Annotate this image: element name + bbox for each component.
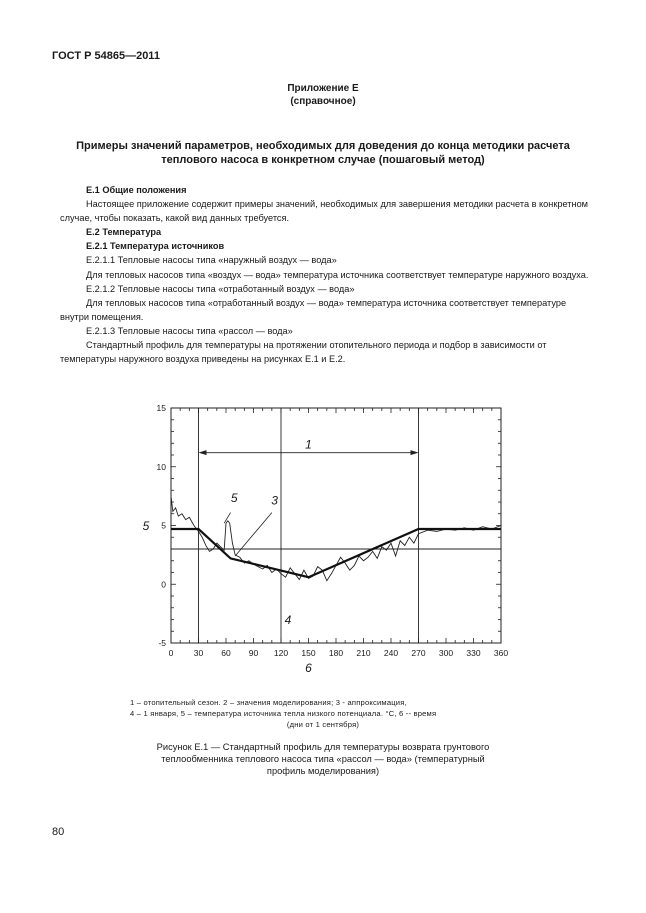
x-tick-label: 150 bbox=[301, 648, 316, 658]
x-tick-label: 30 bbox=[193, 648, 204, 658]
x-tick-label: 120 bbox=[273, 648, 289, 658]
x-tick-label: 90 bbox=[248, 648, 259, 658]
section-e212-heading: Е.2.1.2 Тепловые насосы типа «отработанный воздух — вода» bbox=[86, 283, 355, 294]
y-axis-title: 5 bbox=[142, 519, 150, 534]
plot-frame bbox=[171, 408, 501, 643]
figure-caption-line3: профиль моделирования) bbox=[266, 766, 380, 776]
label-approximation: 3 bbox=[271, 493, 278, 508]
page-title-line1: Примеры значений параметров, необходимых для доведения до конца методики расчета bbox=[76, 140, 570, 152]
series-modeled-line bbox=[171, 496, 501, 581]
x-tick-label: 330 bbox=[466, 648, 481, 658]
series-approximation-line bbox=[171, 529, 501, 577]
section-e2-heading: Е.2 Температура bbox=[86, 227, 162, 238]
x-tick-label: 270 bbox=[411, 648, 426, 658]
figure-legend-line3: (дни от 1 сентября) bbox=[286, 720, 360, 729]
x-tick-label: 210 bbox=[356, 648, 371, 658]
page-title-line2: теплового насоса в конкретном случае (пошаговый метод) bbox=[161, 154, 485, 166]
y-tick-label: 10 bbox=[156, 461, 166, 472]
y-tick-label: 5 bbox=[161, 520, 166, 531]
y-tick-label: 15 bbox=[156, 403, 166, 413]
figure-caption-line2: теплообменника теплового насоса типа «рассол — вода» (температурный bbox=[161, 754, 485, 764]
leader-approximation bbox=[235, 513, 272, 556]
label-january-1: 4 bbox=[284, 613, 292, 628]
section-e21-heading: Е.2.1 Температура источников bbox=[86, 241, 225, 252]
section-e1-text: Настоящее приложение содержит примеры значений, необходимых для завершения методики расчета в конкретном случае, чтобы показать, какой вид данных требуется. bbox=[60, 199, 588, 224]
arrow-head-right bbox=[411, 450, 419, 455]
x-tick-label: 300 bbox=[438, 648, 454, 658]
x-tick-label: 180 bbox=[328, 648, 344, 658]
section-e213-heading: Е.2.1.3 Тепловые насосы типа «рассол — вода» bbox=[86, 325, 293, 336]
figure-legend-line2: 4 – 1 января, 5 – температура источника тепла низкого потенциала. °С, 6 -- время bbox=[130, 709, 437, 718]
annex-subtitle: (справочное) bbox=[290, 96, 356, 107]
label-modeled: 5 bbox=[230, 491, 238, 505]
section-e211-heading: Е.2.1.1 Тепловые насосы типа «наружный воздух — вода» bbox=[86, 255, 337, 266]
arrow-head-left bbox=[199, 450, 207, 455]
document-id: ГОСТ Р 54865—2011 bbox=[52, 50, 160, 62]
figure-legend-line1: 1 – отопительный сезон. 2 – значения моделирования; 3 - аппроксимация, bbox=[130, 698, 407, 707]
x-tick-label: 360 bbox=[493, 648, 509, 658]
section-e211-text: Для тепловых насосов типа «воздух — вода» температура источника соответствует температуре наружного воздуха. bbox=[86, 269, 589, 280]
section-e213-text: Стандартный профиль для температуры на протяжении отопительного периода и подбор в зависимости от температуры наружного воздуха приведены на рисунках Е.1 и Е.2. bbox=[60, 340, 547, 365]
x-tick-label: 60 bbox=[221, 648, 231, 658]
figure-caption-line1: Рисунок Е.1 — Стандартный профиль для температуры возврата грунтового bbox=[156, 742, 490, 752]
y-tick-label: 0 bbox=[161, 579, 166, 590]
x-tick-label: 240 bbox=[383, 648, 399, 658]
section-e212-text: Для тепловых насосов типа «отработанный воздух — вода» температура источника соответствует температуре внутри помещения. bbox=[60, 297, 567, 322]
figure-caption bbox=[140, 741, 506, 777]
x-tick-label: 0 bbox=[168, 648, 174, 658]
figure-legend bbox=[130, 697, 516, 730]
y-tick-label: -5 bbox=[158, 638, 166, 648]
x-axis-title: 6 bbox=[305, 661, 312, 675]
page-number: 80 bbox=[52, 826, 65, 838]
label-heating-season: 1 bbox=[305, 437, 312, 452]
section-e1-heading: Е.1 Общие положения bbox=[86, 185, 187, 195]
annex-title: Приложение Е bbox=[287, 83, 359, 94]
